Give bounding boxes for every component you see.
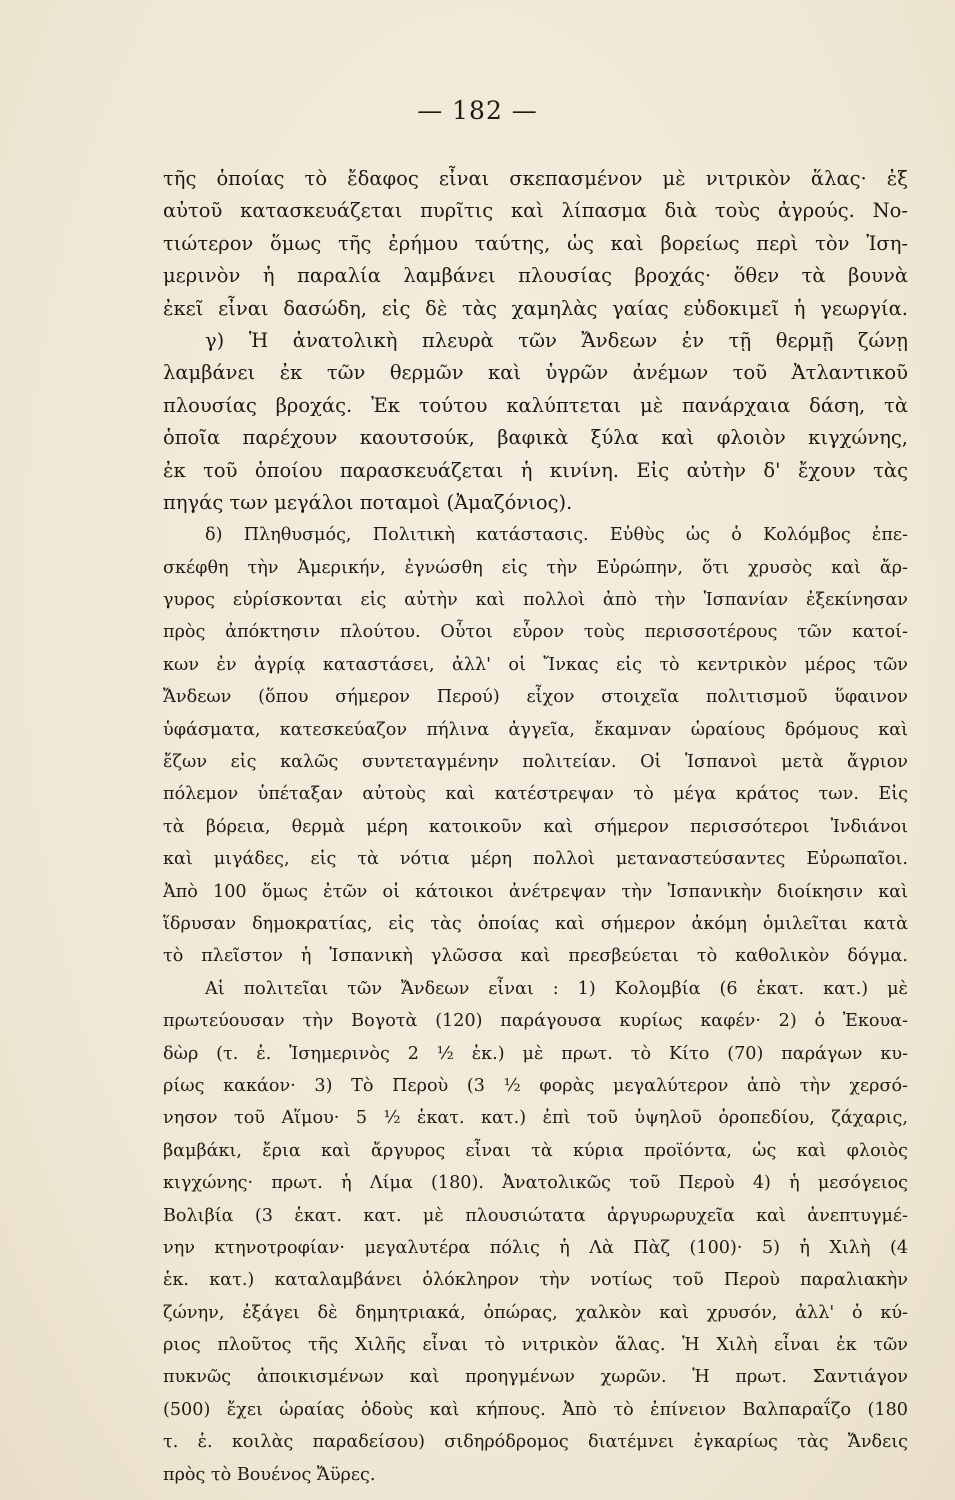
text-line: αὐτοῦ κατασκευάζεται πυρῖτις καὶ λίπασμα διὰ τοὺς ἀγρούς. Νο- [163, 199, 908, 223]
text-line: Αἱ πολιτεῖαι τῶν Ἄνδεων εἶναι : 1) Κολομβία (6 ἑκατ. κατ.) μὲ [205, 978, 908, 999]
text-line: ἔζων εἰς καλῶς συντεταγμένην πολιτείαν. Οἱ Ἱσπανοὶ μετὰ ἄγριον [163, 752, 908, 773]
text-line: ἐκεῖ εἶναι δασώδη, εἰς δὲ τὰς χαμηλὰς γαίας εὐδοκιμεῖ ἡ γεωργία. [163, 296, 908, 320]
text-line: τιώτερον ὅμως τῆς ἐρήμου ταύτης, ὡς καὶ βορείως περὶ τὸν Ἰση- [163, 231, 908, 255]
text-line: ζώνην, ἐξάγει δὲ δημητριακά, ὀπώρας, χαλκὸν καὶ χρυσόν, ἀλλ' ὁ κύ- [163, 1302, 908, 1323]
text-line: Βολιβία (3 ἑκατ. κατ. μὲ πλουσιώτατα ἀργυρωρυχεῖα καὶ ἀνεπτυγμέ- [163, 1205, 908, 1226]
text-line: τὸ πλεῖστον ἡ Ἱσπανικὴ γλῶσσα καὶ πρεσβεύεται τὸ καθολικὸν δόγμα. [163, 946, 908, 967]
text-line: Ἀπὸ 100 ὅμως ἐτῶν οἱ κάτοικοι ἀνέτρεψαν τὴν Ἱσπανικὴν διοίκησιν καὶ [163, 881, 908, 902]
text-line: ὑφάσματα, κατεσκεύαζον πήλινα ἀγγεῖα, ἔκαμναν ὡραίους δρόμους καὶ [163, 719, 908, 740]
text-line: (500) ἔχει ὡραίας ὁδοὺς καὶ κήπους. Ἀπὸ τὸ ἐπίνειον Βαλπαραΐζο (180 [163, 1399, 908, 1420]
text-line: πρὸς τὸ Βουένος Ἄϋρες. [163, 1464, 376, 1485]
text-line: πόλεμον ὑπέταξαν αὐτοὺς καὶ κατέστρεψαν τὸ μέγα κράτος των. Εἰς [163, 784, 908, 805]
text-line: πλουσίας βροχάς. Ἐκ τούτου καλύπτεται μὲ πανάρχαια δάση, τὰ [163, 393, 908, 417]
text-line: πυκνῶς ἀποικισμένων καὶ προηγμένων χωρῶν. Ἡ πρωτ. Σαντιάγον [163, 1367, 908, 1388]
text-line: ἵδρυσαν δημοκρατίας, εἰς τὰς ὁποίας καὶ σήμερον ἀκόμη ὁμιλεῖται κατὰ [163, 913, 908, 934]
page-number: — 182 — [417, 96, 538, 125]
text-line: ἑκ. κατ.) καταλαμβάνει ὁλόκληρον τὴν νοτίως τοῦ Περοὺ παραλιακὴν [163, 1270, 908, 1291]
text-line: πηγάς των μεγάλοι ποταμοὶ (Ἀμαζόνιος). [163, 490, 573, 514]
text-line: ὁποῖα παρέχουν καουτσούκ, βαφικὰ ξύλα καὶ φλοιὸν κιγχώνης, [163, 426, 908, 450]
text-line: ρίως κακάον· 3) Τὸ Περοὺ (3 ½ φορὰς μεγαλύτερον ἀπὸ τὴν χερσό- [163, 1075, 908, 1096]
text-line: Ἄνδεων (ὅπου σήμερον Περού) εἶχον στοιχεῖα πολιτισμοῦ ὕφαινον [163, 687, 908, 708]
text-line: σκέφθη τὴν Ἀμερικήν, ἐγνώσθη εἰς τὴν Εὐρώπην, ὅτι χρυσὸς καὶ ἄρ- [163, 557, 908, 578]
text-line: νησον τοῦ Αἵμου· 5 ½ ἑκατ. κατ.) ἐπὶ τοῦ ὑψηλοῦ ὀροπεδίου, ζάχαρις, [163, 1108, 908, 1129]
text-line: ριος πλοῦτος τῆς Χιλῆς εἶναι τὸ νιτρικὸν ἅλας. Ἡ Χιλὴ εἶναι ἐκ τῶν [163, 1335, 908, 1356]
text-line: βαμβάκι, ἔρια καὶ ἄργυρος εἶναι τὰ κύρια προϊόντα, ὡς καὶ φλοιὸς [163, 1140, 908, 1161]
text-line: μερινὸν ἡ παραλία λαμβάνει πλουσίας βροχάς· ὅθεν τὰ βουνὰ [163, 264, 908, 288]
text-line: νην κτηνοτροφίαν· μεγαλυτέρα πόλις ἡ Λὰ Πὰζ (100)· 5) ἡ Χιλὴ (4 [163, 1237, 908, 1258]
text-line: τῆς ὁποίας τὸ ἔδαφος εἶναι σκεπασμένον μὲ νιτρικὸν ἅλας· ἐξ [163, 167, 908, 190]
text-line: δ) Πληθυσμός, Πολιτικὴ κατάστασις. Εὐθὺς ὡς ὁ Κολόμβος ἐπε- [205, 525, 908, 546]
text-line: δὼρ (τ. ἑ. Ἰσημερινὸς 2 ½ ἑκ.) μὲ πρωτ. τὸ Κίτο (70) παράγων κυ- [163, 1043, 908, 1064]
text-line: κων ἐν ἀγρίᾳ καταστάσει, ἀλλ' οἱ Ἴνκας εἰς τὸ κεντρικὸν μέρος τῶν [163, 654, 908, 675]
text-line: τ. ἑ. κοιλὰς παραδείσου) σιδηρόδρομος διατέμνει ἐγκαρίως τὰς Ἄνδεις [163, 1432, 908, 1453]
text-line: κιγχώνης· πρωτ. ἡ Λίμα (180). Ἀνατολικῶς τοῦ Περοὺ 4) ἡ μεσόγειος [163, 1173, 908, 1194]
text-line: γ) Ἡ ἀνατολικὴ πλευρὰ τῶν Ἄνδεων ἐν τῇ θερμῇ ζώνῃ [205, 328, 908, 352]
body-text [163, 163, 908, 1491]
text-line: πρωτεύουσαν τὴν Βογοτὰ (120) παράγουσα κυρίως καφέν· 2) ὁ Ἐκουα- [163, 1011, 908, 1032]
text-line: γυρος εὑρίσκονται εἰς αὐτὴν καὶ πολλοὶ ἀπὸ τὴν Ἱσπανίαν ἐξεκίνησαν [163, 590, 908, 611]
text-line: τὰ βόρεια, θερμὰ μέρη κατοικοῦν καὶ σήμερον περισσότεροι Ἰνδιάνοι [163, 816, 908, 837]
text-line: ἐκ τοῦ ὁποίου παρασκευάζεται ἡ κινίνη. Εἰς αὐτὴν δ' ἔχουν τὰς [163, 458, 908, 482]
text-line: καὶ μιγάδες, εἰς τὰ νότια μέρη πολλοὶ μεταναστεύσαντες Εὐρωπαῖοι. [163, 849, 908, 870]
text-line: λαμβάνει ἐκ τῶν θερμῶν καὶ ὑγρῶν ἀνέμων τοῦ Ἀτλαντικοῦ [163, 361, 908, 385]
text-line: πρὸς ἀπόκτησιν πλούτου. Οὗτοι εὗρον τοὺς περισσοτέρους τῶν κατοί- [163, 622, 908, 643]
